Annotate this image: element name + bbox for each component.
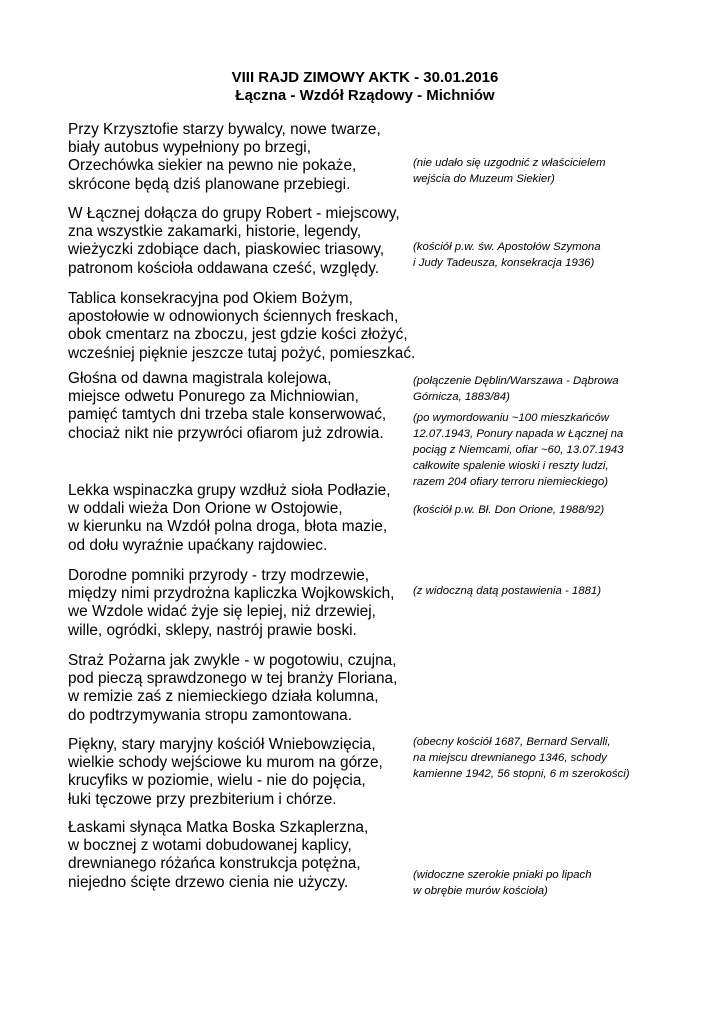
verse-line: biały autobus wypełniony po brzegi, — [68, 139, 311, 157]
verse-line: Dorodne pomniki przyrody - trzy modrzewie, — [68, 567, 370, 584]
verse-line: Straż Pożarna jak zwykle - w pogotowiu, czujna, — [68, 652, 397, 669]
note-line: i Judy Tadeusza, konsekracja 1936) — [413, 257, 595, 270]
verse-line: pod pieczą sprawdzonego w tej branży Floriana, — [68, 670, 398, 688]
note-line: (po wymordowaniu ~100 mieszkańców — [413, 412, 609, 424]
verse-line: łuki tęczowe przy prezbiterium i chórze. — [68, 790, 337, 808]
note-line: (połączenie Dęblin/Warszawa - Dąbrowa — [413, 375, 619, 387]
note-line: (kościół p.w. Bł. Don Orione, 1988/92) — [413, 504, 605, 516]
verse-line: wieżyczki zdobiące dach, piaskowiec triasowy, — [68, 241, 385, 259]
verse-line: wille, ogródki, sklepy, nastrój prawie boski. — [68, 621, 357, 639]
verse-line: Orzechówka siekier na pewno nie pokaże, — [68, 157, 357, 175]
verse-line: miejsce odwetu Ponurego za Michniowian, — [68, 388, 359, 406]
verse-line: obok cmentarz na zboczu, jest gdzie kości złożyć, — [68, 326, 408, 344]
note-line: 12.07.1943, Ponury napada w Łącznej na — [413, 428, 624, 441]
note-line: kamienne 1942, 56 stopni, 6 m szerokości) — [413, 768, 630, 781]
verse-line: W Łącznej dołącza do grupy Robert - miejscowy, — [68, 205, 400, 222]
note-line: (obecny kościół 1687, Bernard Servalli, — [413, 736, 611, 748]
verse-line: Przy Krzysztofie starzy bywalcy, nowe twarze, — [68, 121, 381, 138]
note-line: pociąg z Niemcami, ofiar ~60, 13.07.1943 — [413, 444, 624, 457]
note-line: (widoczne szerokie pniaki po lipach — [413, 869, 592, 881]
verse-line: pamięć tamtych dni trzeba stale konserwować, — [68, 406, 387, 424]
note-line: całkowite spalenie wioski i reszty ludzi, — [413, 460, 609, 473]
verse-line: w bocznej z wotami dobudowanej kaplicy, — [68, 837, 352, 855]
note-line: (z widoczną datą postawienia - 1881) — [413, 585, 602, 597]
verse-line: Tablica konsekracyjna pod Okiem Bożym, — [68, 290, 353, 307]
verse-line: Łaskami słynąca Matka Boska Szkaplerzna, — [68, 819, 369, 836]
note-line: Górnicza, 1883/84) — [413, 391, 510, 404]
verse-line: wielkie schody wejściowe ku murom na górze, — [68, 754, 383, 772]
verse-line: Głośna od dawna magistrala kolejowa, — [68, 370, 332, 387]
verse-line: Piękny, stary maryjny kościół Wniebowzięcia, — [68, 736, 376, 753]
note-line: w obrębie murów kościoła) — [413, 885, 548, 898]
verse-line: w kierunku na Wzdół polna droga, błota mazie, — [68, 518, 388, 536]
note-line: wejścia do Muzeum Siekier) — [413, 173, 555, 186]
note-line: (kościół p.w. św. Apostołów Szymona — [413, 241, 601, 253]
document-title: VIII RAJD ZIMOWY AKTK - 30.01.2016 — [231, 69, 499, 86]
verse-line: w remizie zaś z niemieckiego działa kolumna, — [68, 688, 379, 706]
verse-line: skrócone będą dziś planowane przebiegi. — [68, 175, 351, 193]
note-line: na miejscu drewnianego 1346, schody — [413, 752, 607, 765]
note-line: (nie udało się uzgodnić z właścicielem — [413, 157, 606, 169]
verse-line: niejedno ścięte drzewo cienia nie użyczy. — [68, 873, 349, 891]
verse-line: od dołu wyraźnie upaćkany rajdowiec. — [68, 536, 328, 554]
verse-line: Lekka wspinaczka grupy wzdłuż sioła Podłazie, — [68, 482, 391, 499]
verse-line: drewnianego różańca konstrukcja potężna, — [68, 855, 361, 873]
document-subtitle: Łączna - Wzdół Rządowy - Michniów — [235, 87, 495, 104]
verse-line: między nimi przydrożna kapliczka Wojkowskich, — [68, 585, 395, 603]
verse-line: patronom kościoła oddawana cześć, względy. — [68, 259, 380, 277]
verse-line: do podtrzymywania stropu zamontowana. — [68, 706, 353, 724]
note-line: razem 204 ofiary terroru niemieckiego) — [413, 476, 608, 489]
verse-line: wcześniej pięknie jeszcze tutaj pożyć, pomieszkać. — [68, 344, 416, 362]
verse-line: krucyfiks w poziomie, wielu - nie do pojęcia, — [68, 772, 366, 790]
verse-line: we Wzdole widać żyje się lepiej, niż drzewiej, — [68, 603, 376, 621]
verse-line: apostołowie w odnowionych ściennych freskach, — [68, 308, 399, 326]
verse-line: zna wszystkie zakamarki, historie, legendy, — [68, 223, 362, 241]
verse-line: w oddali wieża Don Orione w Ostojowie, — [68, 500, 343, 518]
verse-line: chociaż nikt nie przywróci ofiarom już zdrowia. — [68, 424, 384, 442]
